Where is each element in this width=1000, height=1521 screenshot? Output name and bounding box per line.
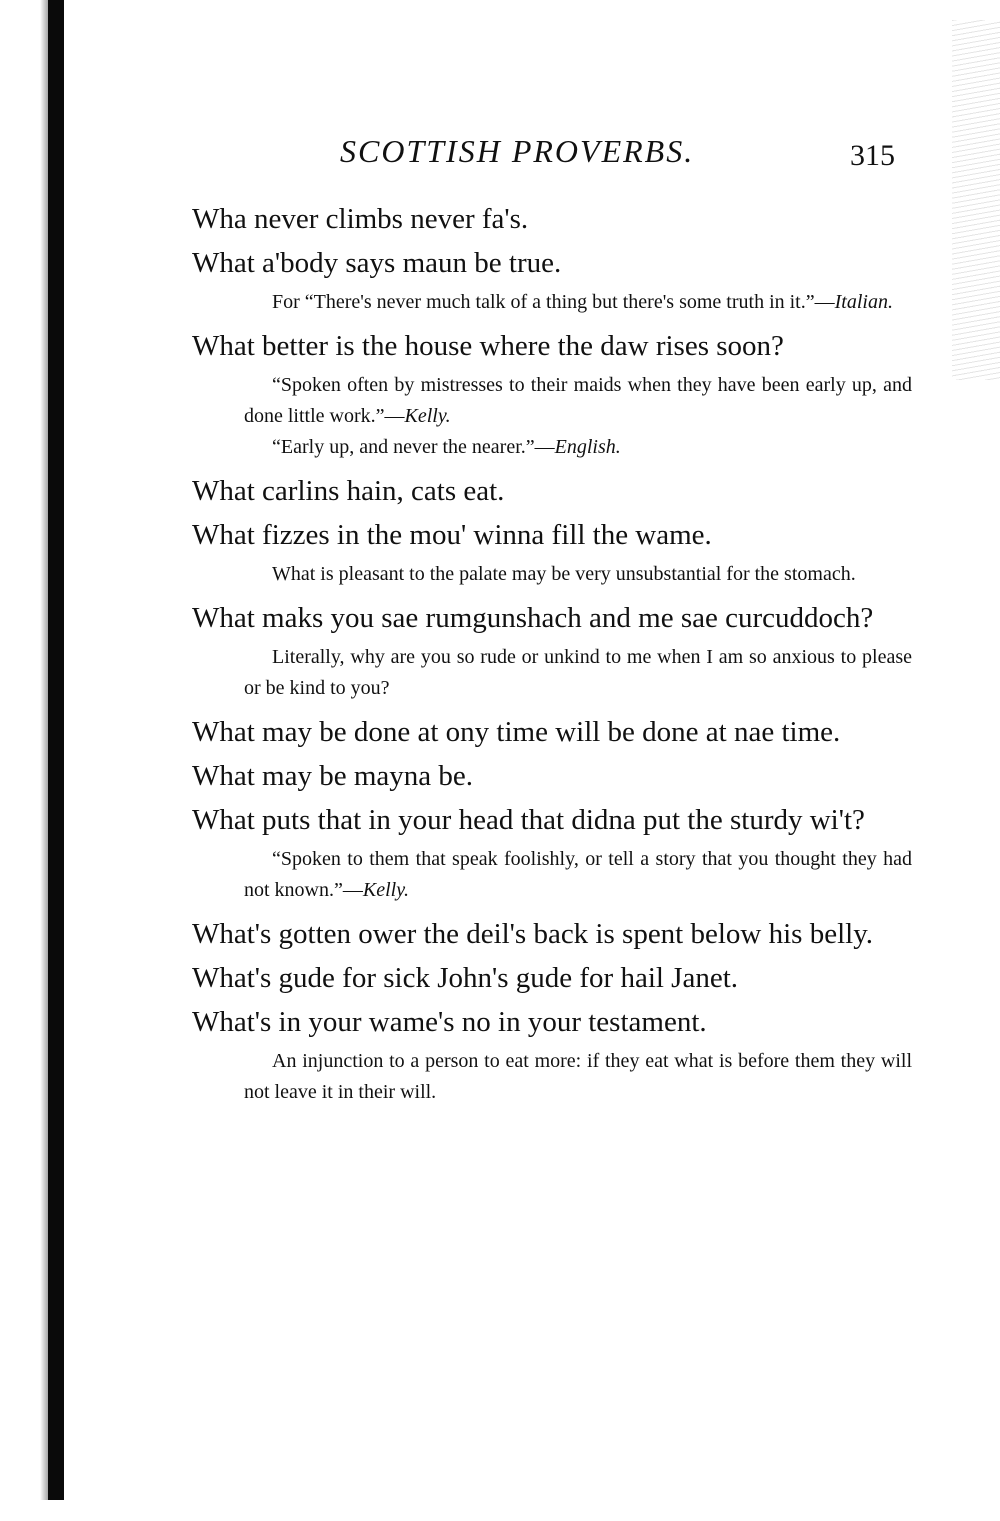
note-source: Italian. [834, 291, 893, 313]
proverb-entry [192, 513, 912, 590]
proverb-text: What better is the house where the daw rises soon? [192, 330, 784, 362]
proverb-text: Wha never climbs never fa's. [192, 203, 529, 235]
proverb-entry [192, 798, 912, 906]
proverb-entry [192, 197, 912, 241]
proverb-text: What may be mayna be. [192, 760, 474, 792]
proverb-text: What's in your wame's no in your testament. [192, 1006, 707, 1038]
page-edge-speckles [952, 20, 1000, 380]
proverb-entry [192, 754, 912, 798]
proverb-text: What may be done at ony time will be done at nae time. [192, 716, 841, 748]
note-text: Literally, why are you so rude or unkind to me when I am so anxious to please or be kind to you? [244, 646, 912, 699]
note-source: Kelly. [404, 405, 451, 427]
note-source: English. [554, 436, 621, 458]
running-head [192, 125, 912, 185]
running-title: SCOTTISH PROVERBS. [340, 133, 695, 169]
note-source: Kelly. [362, 879, 409, 901]
note-text: What is pleasant to the palate may be very unsubstantial for the stomach. [272, 563, 856, 585]
proverb-text: What maks you sae rumgunshach and me sae curcuddoch? [192, 602, 874, 634]
proverb-note [192, 432, 912, 463]
note-text: “Spoken often by mistresses to their maids when they have been early up, and done little work.”— [244, 374, 912, 427]
proverb-text: What fizzes in the mou' winna fill the wame. [192, 519, 712, 551]
proverb-note [192, 370, 912, 432]
note-text: An injunction to a person to eat more: if they eat what is before them they will not leave it in their will. [244, 1050, 912, 1103]
proverb-text: What carlins hain, cats eat. [192, 475, 505, 507]
proverb-list [192, 197, 912, 1108]
proverb-entry [192, 324, 912, 463]
proverb-entry [192, 912, 912, 956]
proverb-note [192, 559, 912, 590]
page-number: 315 [850, 139, 895, 172]
proverb-entry [192, 241, 912, 318]
proverb-note [192, 844, 912, 906]
binding-shadow [40, 0, 48, 1500]
proverb-entry [192, 710, 912, 754]
proverb-text: What puts that in your head that didna put the sturdy wi't? [192, 804, 865, 836]
proverb-entry [192, 469, 912, 513]
binding-edge [48, 0, 64, 1500]
proverb-text: What's gude for sick John's gude for hail Janet. [192, 962, 739, 994]
proverb-text: What a'body says maun be true. [192, 247, 562, 279]
proverb-entry [192, 956, 912, 1000]
proverb-note [192, 287, 912, 318]
book-page [192, 125, 912, 1114]
note-text: For “There's never much talk of a thing but there's some truth in it.”— [272, 291, 835, 313]
proverb-note [192, 642, 912, 704]
proverb-note [192, 1046, 912, 1108]
note-text: “Spoken to them that speak foolishly, or tell a story that you thought they had not known.”— [244, 848, 912, 901]
proverb-entry [192, 1000, 912, 1108]
proverb-text: What's gotten ower the deil's back is spent below his belly. [192, 918, 874, 950]
note-text: “Early up, and never the nearer.”— [272, 436, 555, 458]
proverb-entry [192, 596, 912, 704]
